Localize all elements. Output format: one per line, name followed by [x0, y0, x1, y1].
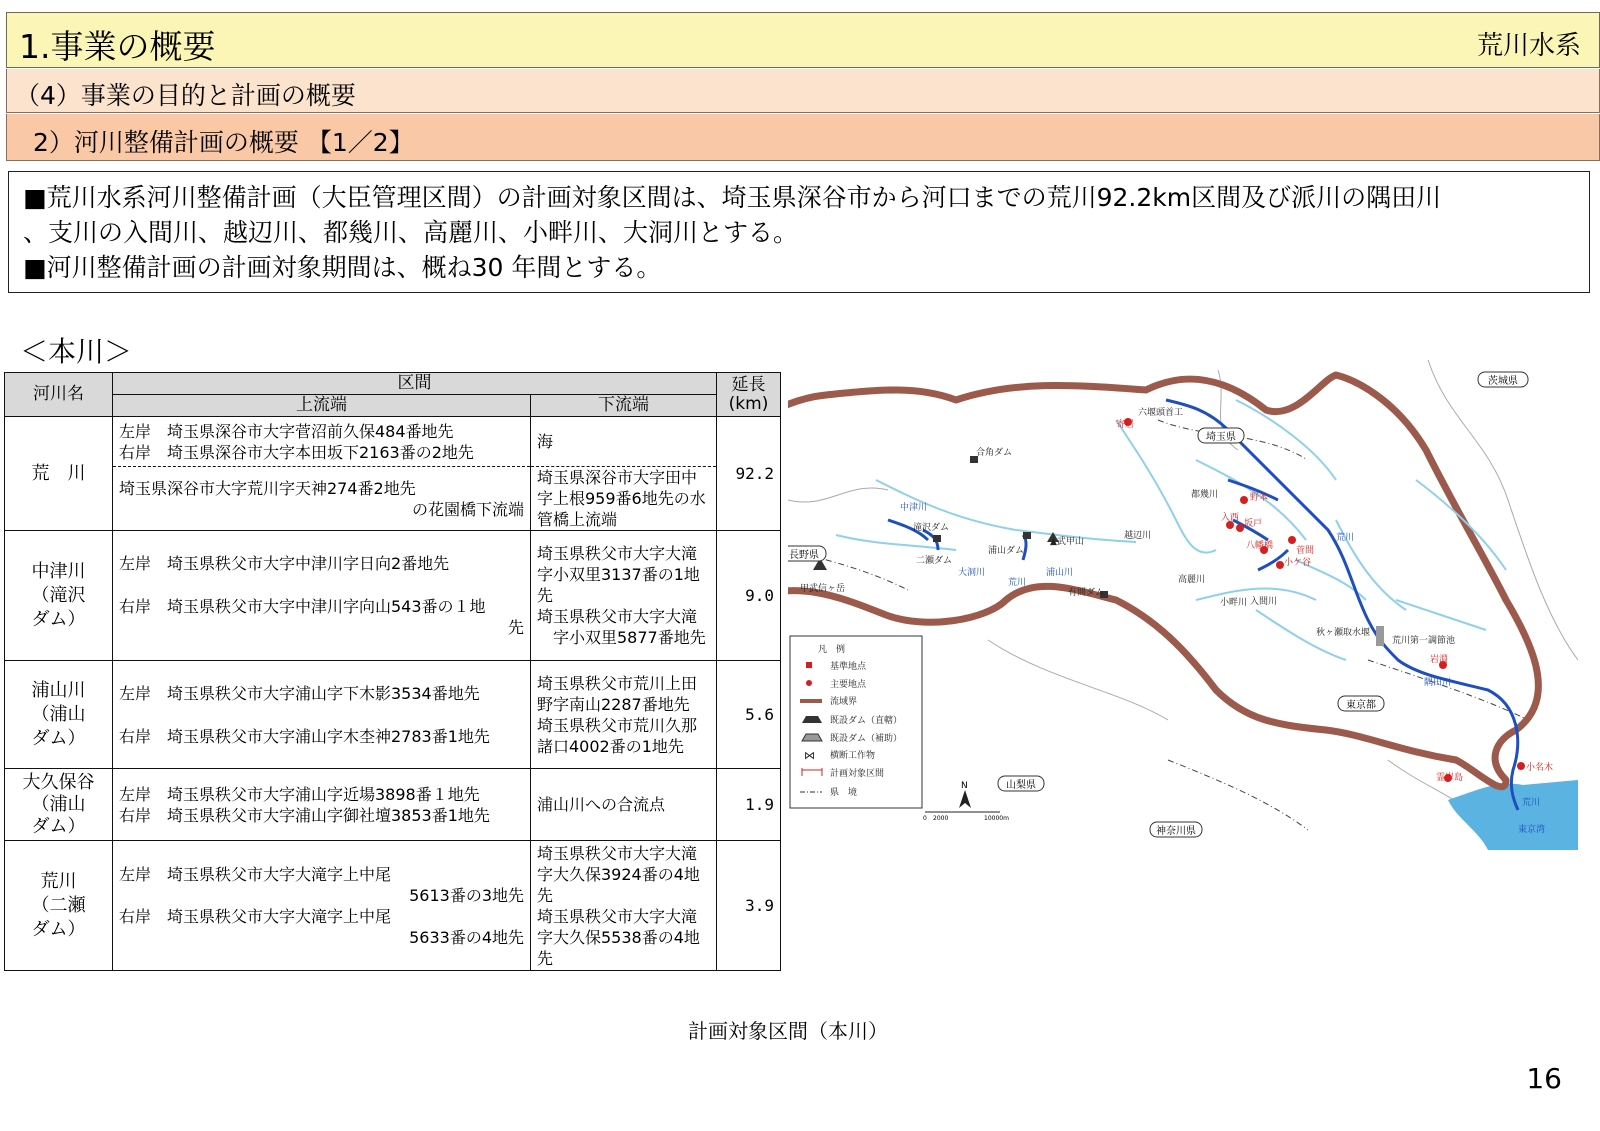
map-label: 入西	[1221, 513, 1240, 523]
river-name: 大久保谷 （浦山 ダム）	[5, 769, 113, 841]
length-cell: 9.0	[717, 531, 781, 661]
pref-nagano: 長野県	[789, 550, 819, 561]
map-label: 菅間	[1296, 546, 1315, 556]
north-label: N	[961, 781, 968, 791]
header-upstream: 上流端	[113, 395, 531, 417]
subheader-bar	[6, 69, 1600, 113]
map-label: ▲武甲山	[1050, 537, 1084, 547]
table-row	[5, 769, 781, 841]
map-label: 浦山ダム	[988, 546, 1025, 556]
legend-item: 横断工作物	[830, 751, 876, 761]
pref-tokyo: 東京都	[1346, 700, 1376, 711]
map-label: 六堰頭首工	[1138, 408, 1184, 418]
scale-label: 0	[923, 815, 927, 822]
legend-item: 基準地点	[830, 662, 867, 672]
weir-icon: ⋈	[804, 749, 815, 762]
map-label: 中津川	[900, 503, 928, 513]
title-bar	[6, 12, 1600, 68]
scale-label: 2000	[933, 815, 949, 822]
river-system-label: 荒川水系	[1476, 31, 1581, 61]
upstream-line: 右岸 埼玉県深谷市大字本田坂下2163番の2地先	[119, 442, 474, 462]
legend-item: 流域界	[830, 697, 858, 707]
legend-item: 県 境	[830, 788, 858, 798]
pref-yamanashi: 山梨県	[1006, 780, 1036, 791]
upstream-cell	[113, 841, 531, 971]
map-label: 滝沢ダム	[913, 523, 950, 533]
downstream-cell: 埼玉県深谷市大字田中字上根959番6地先の水管橋上流端	[531, 467, 717, 531]
map-legend	[790, 636, 922, 808]
map-label: 野本	[1250, 493, 1269, 503]
downstream-cell: 浦山川への合流点	[531, 769, 717, 841]
map-caption: 計画対象区間（本川）	[688, 1019, 888, 1043]
header-section: 区間	[113, 373, 717, 395]
map-label: 甲武信ヶ岳	[800, 584, 846, 594]
upstream-cell	[113, 417, 531, 467]
upstream-cell	[113, 769, 531, 841]
subsubheader-bar	[6, 114, 1600, 161]
map-label: 浦山川	[1046, 568, 1074, 578]
map-label: 霊岸島	[1436, 773, 1464, 783]
map-label: 秋ヶ瀬取水堰	[1316, 628, 1371, 638]
basin-map	[788, 360, 1578, 860]
map-label: 高麗川	[1178, 575, 1206, 585]
header-length-label: 延長	[731, 374, 766, 395]
map-label: 大洞川	[958, 568, 986, 578]
downstream-cell: 埼玉県秩父市大字大滝字大久保3924番の4地先 埼玉県秩父市大字大滝字大久保5538番の4地先	[531, 841, 717, 971]
river-name: 荒川 （二瀬 ダム）	[5, 841, 113, 971]
map-label: 坂戸	[1244, 519, 1263, 529]
map-label: 寄居	[1116, 420, 1135, 430]
river-name: 浦山川 （浦山 ダム）	[5, 661, 113, 769]
legend-item: 既設ダム（補助）	[830, 734, 903, 744]
upstream-line: 右岸 埼玉県秩父市大字中津川字向山543番の１地	[119, 597, 486, 616]
map-label: 越辺川	[1124, 531, 1152, 541]
downstream-cell: 埼玉県秩父市大字大滝字小双里3137番の1地先 埼玉県秩父市大字大滝 字小双里5877番地先	[531, 531, 717, 661]
length-cell: 3.9	[717, 841, 781, 971]
legend-item: 主要地点	[830, 680, 867, 690]
summary-line-3: ■河川整備計画の計画対象期間は、概ね30 年間とする。	[23, 253, 662, 282]
upstream-line: 5613番の3地先	[409, 885, 524, 905]
section-label: ＜本川＞	[20, 335, 133, 368]
pref-ibaraki: 茨城県	[1488, 376, 1518, 387]
arakawa-main	[1166, 400, 1518, 810]
upstream-line: 右岸 埼玉県秩父市大字浦山字木杢神2783番1地先	[119, 726, 490, 746]
header-length	[717, 373, 781, 417]
upstream-line: 左岸 埼玉県秩父市大字大滝字上中尾	[119, 864, 392, 884]
map-label: 有間ダム	[1068, 588, 1105, 598]
summary-line-2: 、支川の入間川、越辺川、都幾川、高麗川、小畔川、大洞川とする。	[23, 218, 799, 247]
map-label: 荒川	[1522, 798, 1541, 808]
table-row	[5, 661, 781, 769]
map-label: 岩淵	[1430, 655, 1449, 665]
length-cell: 92.2	[717, 417, 781, 531]
map-label: 小ケ谷	[1284, 558, 1312, 568]
table-row	[5, 531, 781, 661]
summary-box	[8, 171, 1590, 293]
section-table	[4, 372, 781, 971]
summary-line-1: ■荒川水系河川整備計画（大臣管理区間）の計画対象区間は、埼玉県深谷市から河口までの荒川92.2km区間及び派川の隅田川	[23, 183, 1442, 212]
upstream-line: の花園橋下流端	[411, 499, 524, 519]
map-label: 荒川	[1008, 578, 1027, 588]
table-row	[5, 417, 781, 467]
header-downstream: 下流端	[531, 395, 717, 417]
subheader: （4）事業の目的と計画の概要	[15, 81, 356, 110]
river-name: 荒 川	[5, 417, 113, 531]
upstream-line: 右岸 埼玉県秩父市大字浦山字御社壇3853番1地先	[119, 805, 490, 825]
upstream-line: 左岸 埼玉県深谷市大字菅沼前久保484番地先	[119, 421, 454, 441]
map-label: 小名木	[1526, 763, 1554, 773]
map-label: 東京湾	[1518, 825, 1546, 835]
pref-kanagawa: 神奈川県	[1156, 826, 1196, 837]
map-label: 小畔川	[1220, 598, 1248, 608]
upstream-line: 5633番の4地先	[409, 927, 524, 947]
header-river: 河川名	[5, 373, 113, 417]
upstream-cell	[113, 467, 531, 531]
downstream-cell: 埼玉県秩父市荒川上田野字南山2287番地先 埼玉県秩父市荒川久那諸口4002番の1地先	[531, 661, 717, 769]
legend-item: 既設ダム（直轄）	[830, 716, 903, 726]
north-arrow	[959, 781, 971, 808]
upstream-line: 左岸 埼玉県秩父市大字中津川字日向2番地先	[119, 554, 450, 573]
table-row	[5, 841, 781, 971]
upstream-cell	[113, 531, 531, 661]
upstream-line: 右岸 埼玉県秩父市大字大滝字上中尾	[119, 906, 392, 926]
upstream-line: 先	[507, 618, 524, 637]
subsubheader: 2）河川整備計画の概要 【1／2】	[33, 128, 414, 157]
map-label: 都幾川	[1191, 490, 1219, 500]
map-label: 入間川	[1250, 597, 1278, 607]
scale-label: 10000m	[984, 815, 1009, 822]
map-label: 二瀬ダム	[916, 556, 953, 566]
upstream-line: 埼玉県深谷市大字荒川字天神274番2地先	[119, 478, 416, 498]
upstream-cell	[113, 661, 531, 769]
upstream-line: 左岸 埼玉県秩父市大字浦山字下木影3534番地先	[119, 683, 480, 703]
length-cell: 5.6	[717, 661, 781, 769]
header-length-unit: (km)	[728, 393, 769, 414]
table-row	[5, 467, 781, 531]
length-cell: 1.9	[717, 769, 781, 841]
legend-title: 凡 例	[818, 645, 846, 655]
page-number: 16	[1526, 1062, 1562, 1095]
downstream-cell: 海	[531, 417, 717, 467]
map-label: 荒川	[1336, 533, 1355, 543]
map-label: 合角ダム	[976, 448, 1013, 458]
page-title: 1.事業の概要	[19, 27, 216, 66]
river-name: 中津川 （滝沢 ダム）	[5, 531, 113, 661]
scale-bar	[923, 812, 1009, 822]
map-label: 隅田川	[1424, 678, 1452, 688]
legend-item: 計画対象区間	[830, 769, 885, 779]
map-label: 八幡橋	[1246, 541, 1274, 551]
upstream-line: 左岸 埼玉県秩父市大字浦山字近場3898番１地先	[119, 784, 480, 804]
pref-saitama: 埼玉県	[1206, 432, 1236, 443]
map-label: 荒川第一調節池	[1392, 636, 1456, 646]
